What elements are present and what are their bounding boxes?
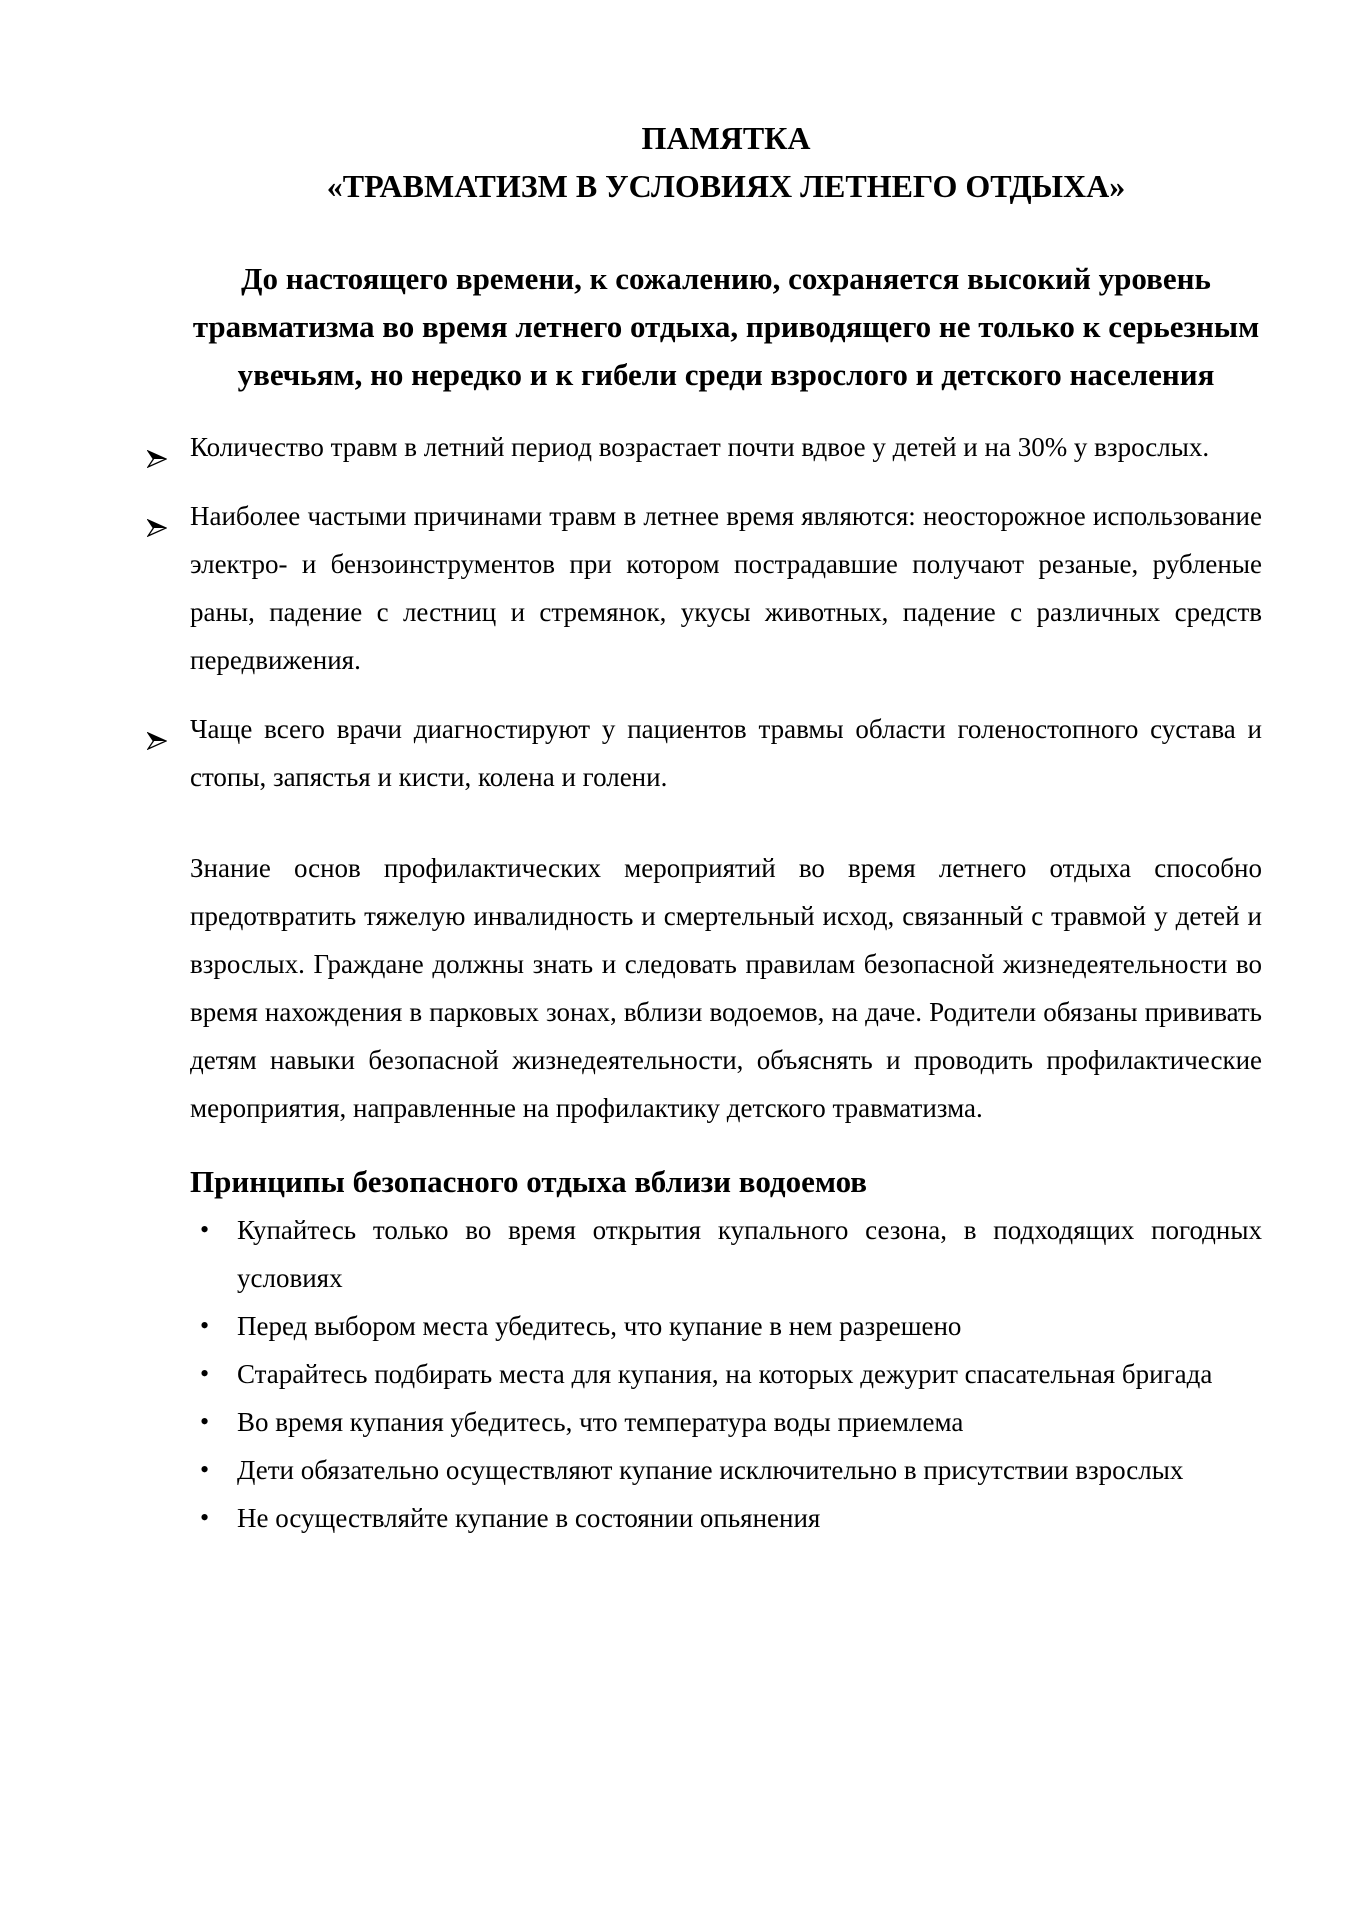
body-paragraph: Знание основ профилактических мероприятий во время летнего отдыха способно предотвратить тяжелую инвалидность и смертельный исход, связанный с травмой у детей и взрослых. Граждане должны знать и следовать правилам безопасной жизнедеятельности во время нахождения в парковых зонах, вблизи водоемов, на даче. Родители обязаны прививать детям навыки безопасной жизнедеятельности, объяснять и проводить профилактические мероприятия, направленные на профилактику детского травматизма. xyxy=(190,853,1262,1123)
dot-bullet-text: Не осуществляйте купание в состоянии опьянения xyxy=(237,1503,821,1533)
arrow-bullet-item xyxy=(190,492,1262,684)
arrow-bullet-item xyxy=(190,423,1262,471)
dot-bullet-list xyxy=(190,1206,1262,1542)
dot-bullet-item xyxy=(190,1302,1262,1350)
dot-bullet-icon: • xyxy=(200,1215,210,1244)
arrowhead-bullet-icon xyxy=(147,717,167,735)
dot-bullet-item xyxy=(190,1398,1262,1446)
intro-paragraph: До настоящего времени, к сожалению, сохраняется высокий уровень травматизма во время летнего отдыха, приводящего не только к серьезным увечьям, но нередко и к гибели среди взрослого и детского населения xyxy=(192,261,1260,392)
dot-bullet-text: Купайтесь только во время открытия купального сезона, в подходящих погодных условиях xyxy=(237,1215,1262,1293)
section-heading: Принципы безопасного отдыха вблизи водоемов xyxy=(190,1164,868,1199)
dot-bullet-icon: • xyxy=(200,1455,210,1484)
arrow-bullet-list xyxy=(190,423,1262,801)
dot-bullet-icon: • xyxy=(200,1311,210,1340)
document-title xyxy=(190,114,1262,210)
arrow-bullet-text: Наиболее частыми причинами травм в летнее время являются: неосторожное использование электро- и бензоинструментов при котором пострадавшие получают резаные, рубленые раны, падение с лестниц и стремянок, укусы животных, падение с различных средств передвижения. xyxy=(190,501,1262,675)
dot-bullet-item xyxy=(190,1446,1262,1494)
dot-bullet-text: Во время купания убедитесь, что температура воды приемлема xyxy=(237,1407,964,1437)
arrow-bullet-text: Чаще всего врачи диагностируют у пациентов травмы области голеностопного сустава и стопы, запястья и кисти, колена и голени. xyxy=(190,714,1262,792)
title-line-2: «ТРАВМАТИЗМ В УСЛОВИЯХ ЛЕТНЕГО ОТДЫХА» xyxy=(326,168,1126,204)
dot-bullet-item xyxy=(190,1206,1262,1302)
arrowhead-bullet-icon xyxy=(147,504,167,522)
dot-bullet-icon: • xyxy=(200,1407,210,1436)
title-line-1: ПАМЯТКА xyxy=(641,120,811,156)
dot-bullet-icon: • xyxy=(200,1359,210,1388)
dot-bullet-icon: • xyxy=(200,1503,210,1532)
arrowhead-bullet-icon xyxy=(147,435,167,453)
dot-bullet-text: Дети обязательно осуществляют купание исключительно в присутствии взрослых xyxy=(237,1455,1184,1485)
arrow-bullet-text: Количество травм в летний период возрастает почти вдвое у детей и на 30% у взрослых. xyxy=(190,432,1210,462)
dot-bullet-item xyxy=(190,1494,1262,1542)
dot-bullet-text: Перед выбором места убедитесь, что купание в нем разрешено xyxy=(237,1311,962,1341)
dot-bullet-item xyxy=(190,1350,1262,1398)
arrow-bullet-item xyxy=(190,705,1262,801)
dot-bullet-text: Старайтесь подбирать места для купания, на которых дежурит спасательная бригада xyxy=(237,1359,1213,1389)
